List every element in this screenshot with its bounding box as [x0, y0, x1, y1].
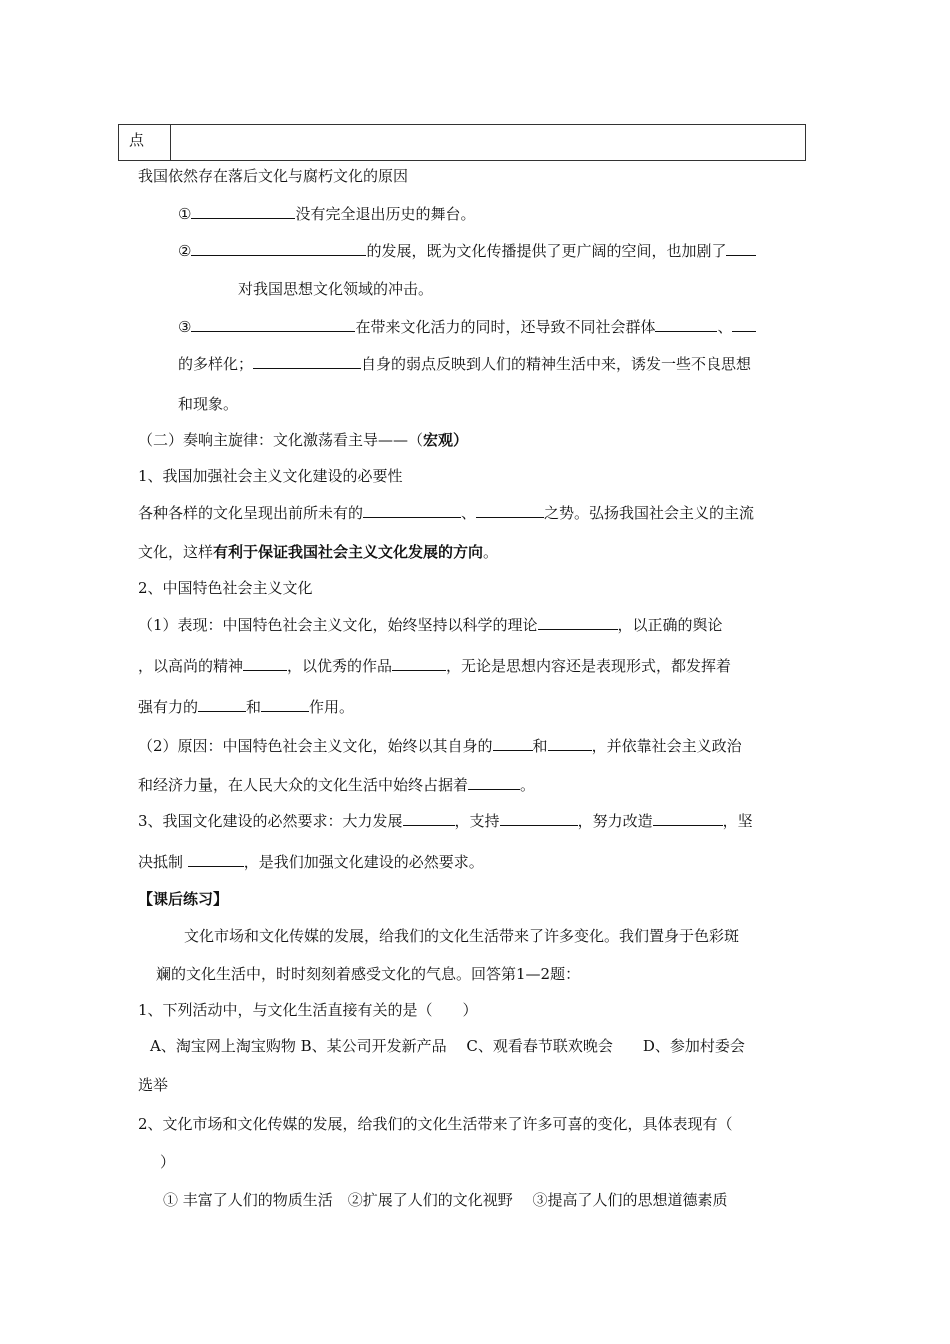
blank-line[interactable] — [653, 810, 723, 826]
backward-item-2: ② 的发展，既为文化传播提供了更广阔的空间，也加剧了 — [178, 240, 756, 261]
backward-item-3-end: 和现象。 — [178, 395, 239, 413]
blank-line[interactable] — [548, 735, 592, 751]
point-2-1-line-3: 强有力的 和 作用。 — [138, 698, 355, 716]
backward-item-2-cont: 对我国思想文化领域的冲击。 — [238, 280, 434, 298]
exercise-intro-line-1: 文化市场和文化传媒的发展，给我们的文化生活带来了许多变化。我们置身于色彩斑 — [184, 927, 740, 945]
backward-item-1: ① 没有完全退出历史的舞台。 — [178, 205, 476, 223]
table-cell-label: 点 — [119, 125, 171, 160]
question-1-options: A、淘宝网上淘宝购物 B、某公司开发新产品 C、观看春节联欢晚会 D、参加村委会 — [150, 1037, 745, 1055]
question-2-items: ① 丰富了人们的物质生活 ②扩展了人们的文化视野 ③提高了人们的思想道德素质 — [163, 1191, 728, 1209]
blank-line[interactable] — [253, 353, 361, 369]
blank-line[interactable] — [392, 655, 446, 671]
point-2-2-line-2: 和经济力量，在人民大众的文化生活中始终占据着 。 — [138, 776, 536, 794]
point-2-title: 2、中国特色社会主义文化 — [138, 579, 313, 597]
point-2-1-line-2: ，以高尚的精神 ，以优秀的作品 ，无论是思想内容还是表现形式，都发挥着 — [138, 657, 732, 675]
table-fragment — [118, 124, 806, 161]
blank-line[interactable] — [363, 502, 461, 518]
blank-line[interactable] — [726, 240, 756, 256]
blank-line[interactable] — [243, 655, 287, 671]
question-1-options-cont: 选举 — [138, 1076, 169, 1094]
blank-line[interactable] — [476, 502, 544, 518]
point-1-line-2: 文化，这样有利于保证我国社会主义文化发展的方向。 — [138, 543, 499, 561]
point-2-2-line-1: （2）原因：中国特色社会主义文化，始终以其自身的 和 ，并依靠社会主义政治 — [138, 737, 742, 755]
blank-line[interactable] — [500, 810, 578, 826]
blank-line[interactable] — [468, 774, 520, 790]
exercise-intro-line-2: 斓的文化生活中，时时刻刻着感受文化的气息。回答第1—2题： — [156, 965, 581, 983]
question-1: 1、下列活动中，与文化生活直接有关的是（ ） — [138, 1001, 478, 1019]
exercise-heading: 【课后练习】 — [138, 890, 229, 908]
question-2-cont: ） — [160, 1153, 176, 1171]
question-2: 2、文化市场和文化传媒的发展，给我们的文化生活带来了许多可喜的变化，具体表现有（ — [138, 1115, 733, 1133]
blank-line[interactable] — [261, 696, 309, 712]
backward-item-3: ③ 在带来文化活力的同时，还导致不同社会群体 、 — [178, 316, 756, 337]
blank-line[interactable] — [538, 614, 618, 630]
point-3-line-1: 3、我国文化建设的必然要求：大力发展 ，支持 ，努力改造 ，坚 — [138, 812, 753, 830]
backward-culture-intro: 我国依然存在落后文化与腐朽文化的原因 — [138, 167, 409, 185]
point-1-line-1: 各种各样的文化呈现出前所未有的 、 之势。弘扬我国社会主义的主流 — [138, 504, 755, 522]
point-1-title: 1、我国加强社会主义文化建设的必要性 — [138, 467, 403, 485]
blank-line[interactable] — [191, 240, 366, 256]
blank-line[interactable] — [198, 696, 246, 712]
blank-line[interactable] — [655, 316, 717, 332]
blank-line[interactable] — [493, 735, 533, 751]
blank-line[interactable] — [403, 810, 455, 826]
section-2-heading: （二）奏响主旋律：文化激荡看主导——（宏观） — [138, 431, 469, 449]
backward-item-3-cont: 的多样化； 自身的弱点反映到人们的精神生活中来，诱发一些不良思想 — [178, 355, 752, 373]
blank-line[interactable] — [188, 851, 244, 867]
point-3-line-2: 决抵制 ，是我们加强文化建设的必然要求。 — [138, 853, 484, 871]
blank-line[interactable] — [191, 316, 355, 332]
blank-line[interactable] — [191, 203, 295, 219]
blank-line[interactable] — [732, 316, 756, 332]
point-2-1-line-1: （1）表现：中国特色社会主义文化，始终坚持以科学的理论 ，以正确的舆论 — [138, 616, 723, 634]
